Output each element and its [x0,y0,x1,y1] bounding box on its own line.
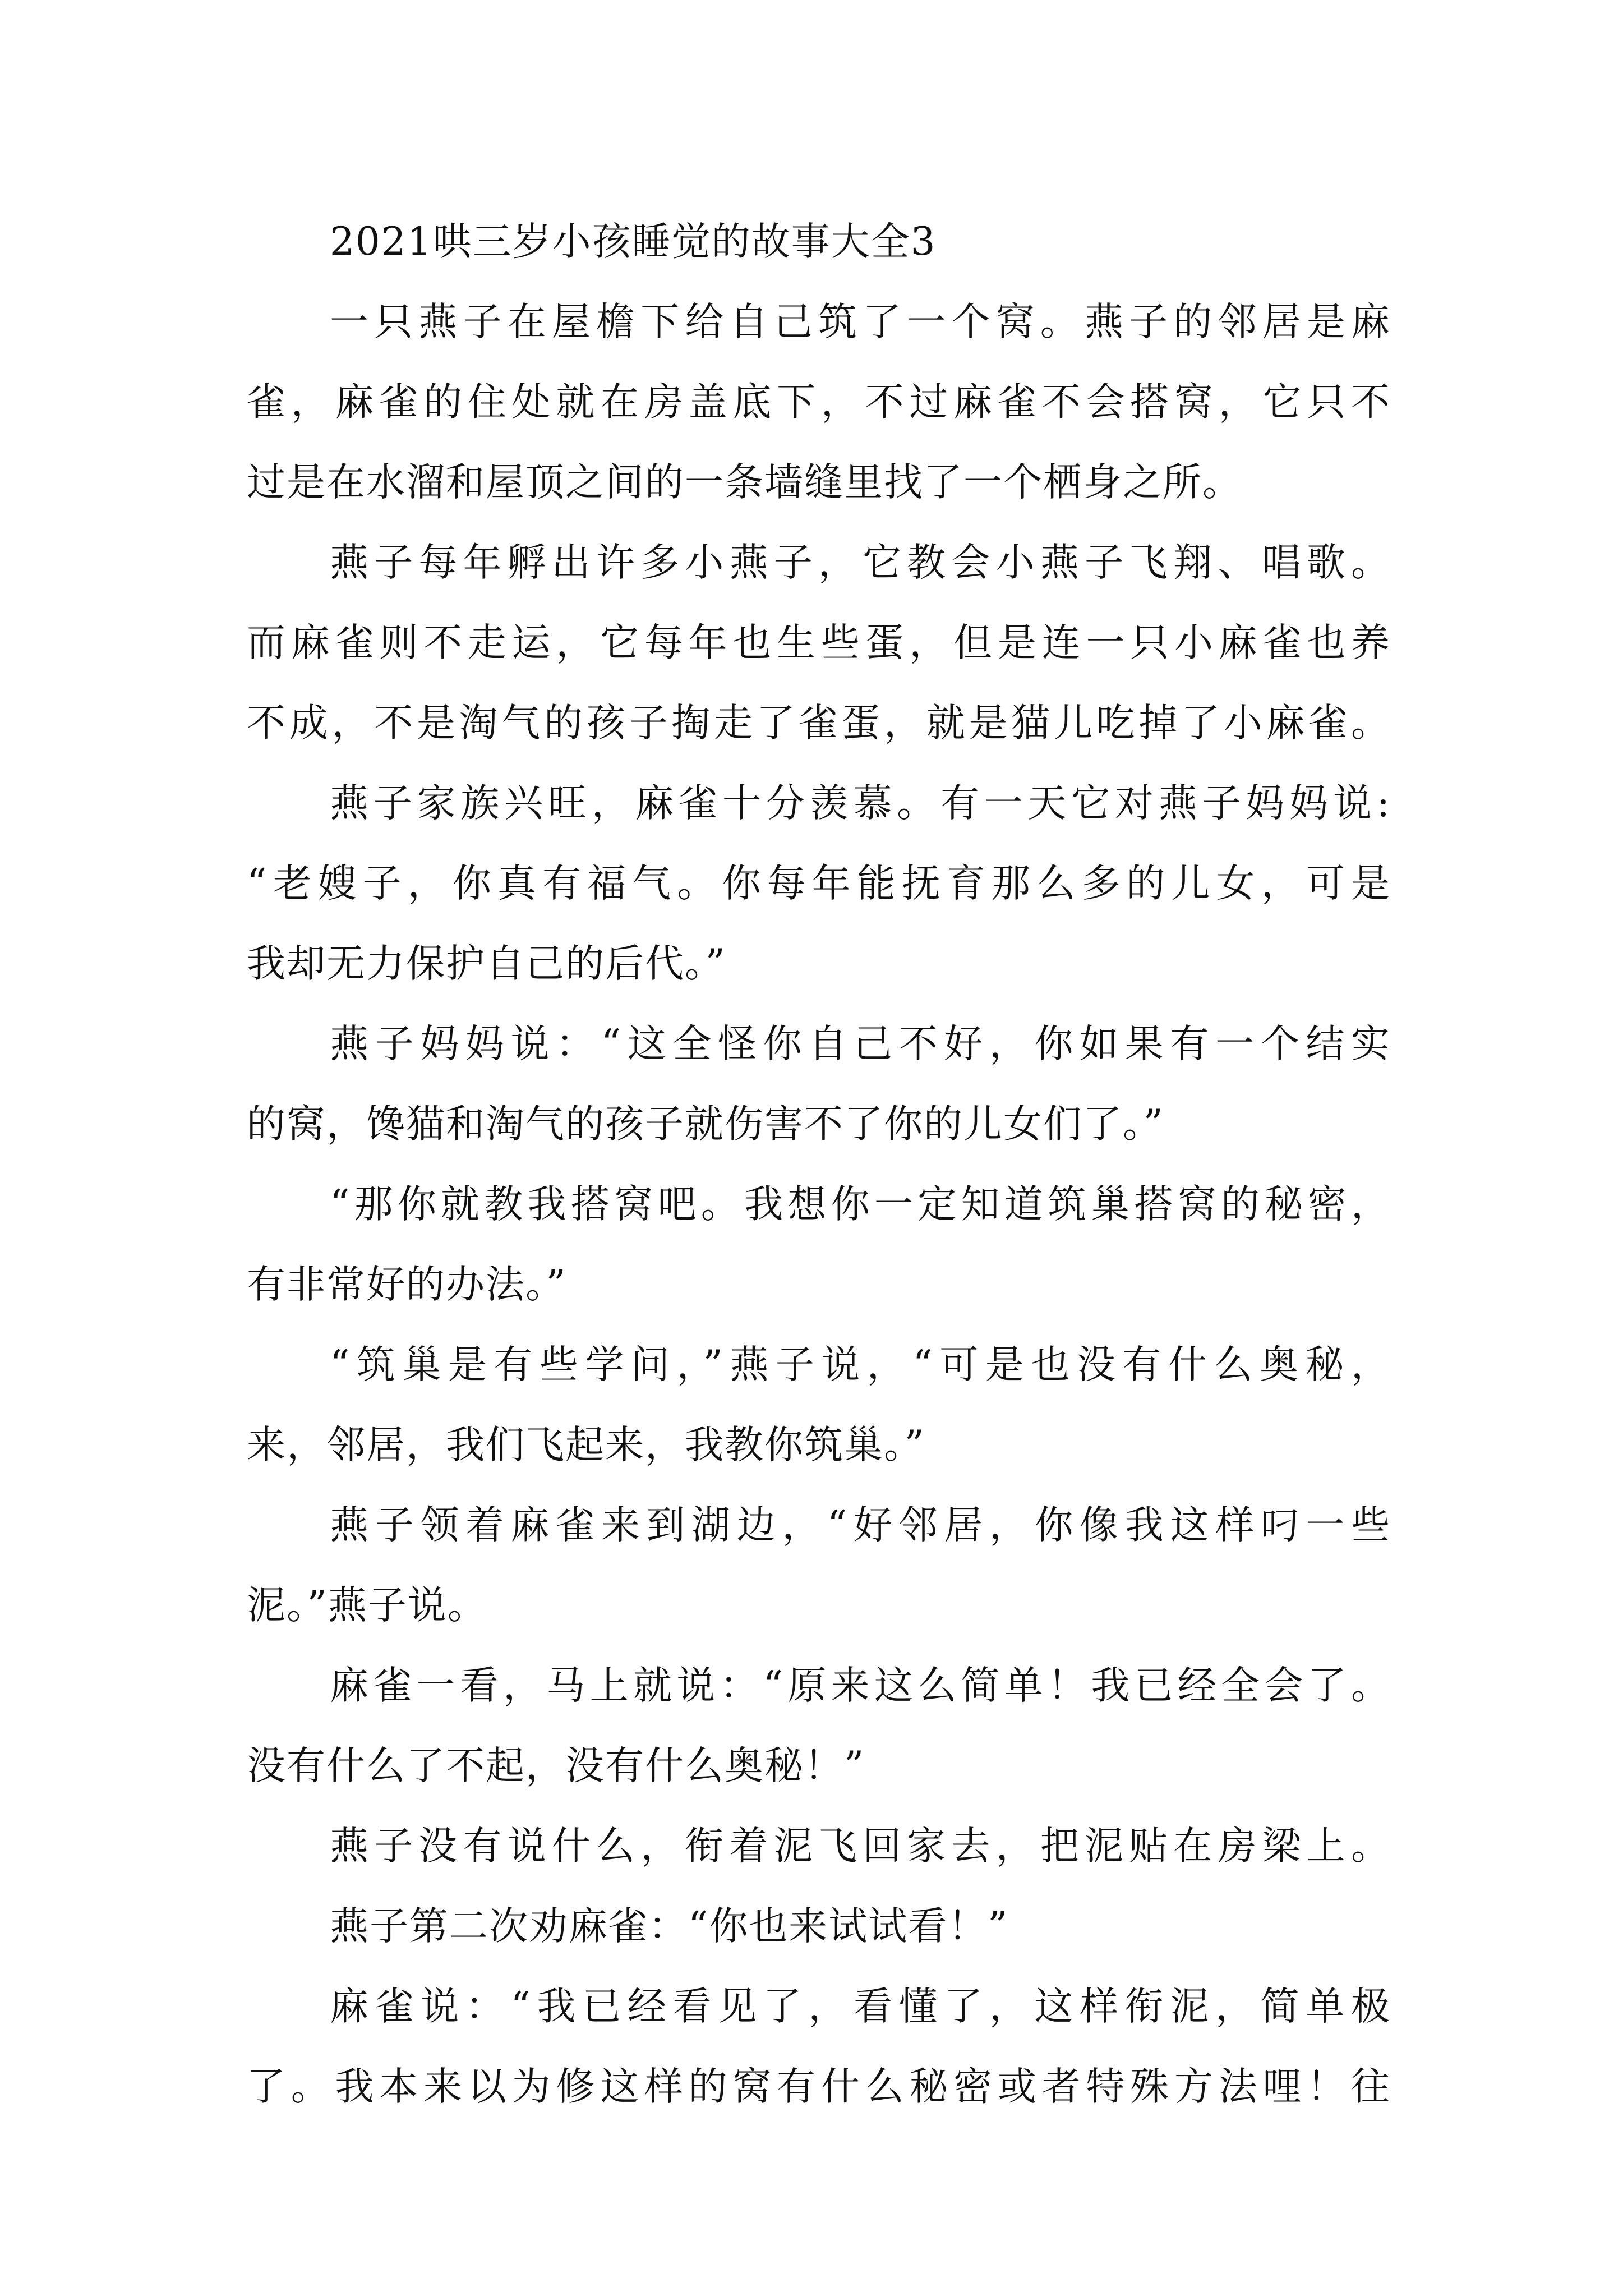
text-line: 有非常好的办法。” [247,1262,567,1307]
text-line: “筑巢是有些学问，”燕子说，“可是也没有什么奥秘， [330,1342,1391,1387]
text-line: 燕子妈妈说：“这全怪你自己不好，你如果有一个结实 [330,1022,1391,1066]
text-line: 雀，麻雀的住处就在房盖底下，不过麻雀不会搭窝，它只不 [247,380,1391,425]
text-line: 燕子家族兴旺，麻雀十分羡慕。有一天它对燕子妈妈说: [330,781,1391,826]
text-line: 燕子没有说什么，衔着泥飞回家去，把泥贴在房梁上。 [330,1824,1391,1869]
document-body [247,202,1391,2127]
text-line: 麻雀说：“我已经看见了，看懂了，这样衔泥，简单极 [330,1984,1391,2029]
text-line: 燕子每年孵出许多小燕子，它教会小燕子飞翔、唱歌。 [330,540,1391,585]
document-title: 2021哄三岁小孩睡觉的故事大全3 [330,219,937,264]
text-line: 一只燕子在屋檐下给自己筑了一个窝。燕子的邻居是麻 [330,300,1391,344]
text-line: 燕子第二次劝麻雀：“你也来试试看！” [330,1904,1009,1949]
text-line: 我却无力保护自己的后代。” [247,941,726,986]
text-line: 麻雀一看，马上就说：“原来这么简单！我已经全会了。 [330,1663,1391,1708]
text-line: 的窝，馋猫和淘气的孩子就伤害不了你的儿女们了。” [247,1102,1164,1147]
text-line: “那你就教我搭窝吧。我想你一定知道筑巢搭窝的秘密， [330,1182,1391,1227]
text-line: 不成，不是淘气的孩子掏走了雀蛋，就是猫儿吃掉了小麻雀。 [247,701,1391,746]
text-line: “老嫂子，你真有福气。你每年能抚育那么多的儿女，可是 [247,861,1391,906]
text-line: 没有什么了不起，没有什么奥秘！” [247,1743,865,1788]
text-line: 来，邻居，我们飞起来，我教你筑巢。” [247,1423,925,1467]
text-line: 而麻雀则不走运，它每年也生些蛋，但是连一只小麻雀也养 [247,620,1391,665]
text-line: 燕子领着麻雀来到湖边，“好邻居，你像我这样叼一些 [330,1503,1391,1548]
text-line: 泥。”燕子说。 [247,1583,487,1628]
paragraph-lines [247,282,1391,2127]
text-line: 了。我本来以为修这样的窝有什么秘密或者特殊方法哩！往 [247,2064,1391,2109]
text-line: 过是在水溜和屋顶之间的一条墙缝里找了一个栖身之所。 [247,460,1242,505]
